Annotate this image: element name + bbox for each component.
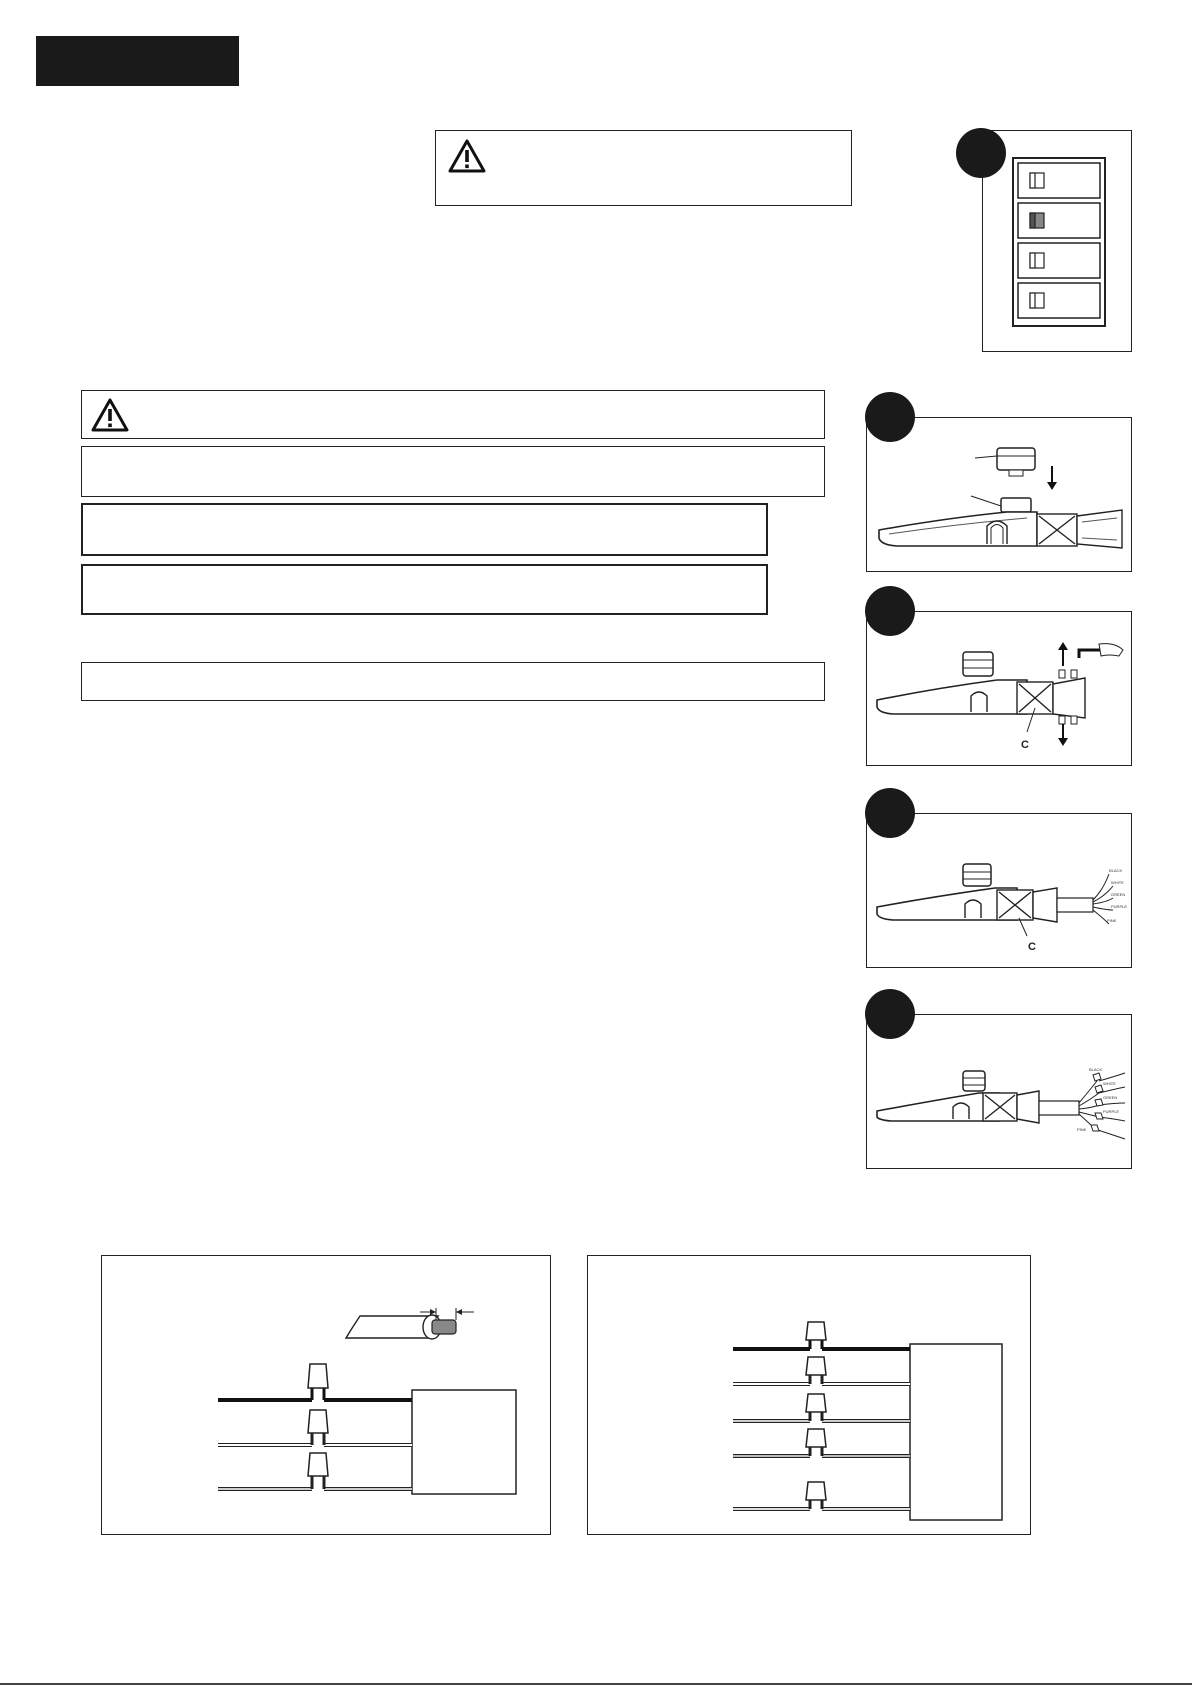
note-box-4 xyxy=(81,662,825,701)
breaker-panel-illustration xyxy=(983,131,1133,353)
fixture-wire-illustration xyxy=(867,814,1133,969)
wire-label-pink: PINK xyxy=(1077,1127,1087,1132)
figure-5-marker xyxy=(865,989,915,1039)
wire-label-purple: PURPLE xyxy=(1111,904,1128,909)
figure-mounting xyxy=(866,611,1132,766)
wiring-diagram-5-wire xyxy=(587,1255,1031,1535)
figure-3-callout: C xyxy=(1021,739,1029,751)
fixture-mounting-illustration xyxy=(867,612,1133,767)
figure-4-marker xyxy=(865,788,915,838)
header-bar xyxy=(36,36,239,86)
note-box-1 xyxy=(81,446,825,497)
wire-label-purple: PURPLE xyxy=(1103,1109,1120,1114)
wiring-diagram-3-wire xyxy=(101,1255,551,1535)
note-box-3 xyxy=(81,564,768,615)
figure-1-marker xyxy=(956,128,1006,178)
warning-icon xyxy=(448,139,486,173)
wire-label-green: GREEN xyxy=(1103,1095,1118,1100)
note-box-2 xyxy=(81,503,768,556)
warning-box-middle xyxy=(81,390,825,439)
figure-wire-feed xyxy=(866,813,1132,968)
figure-3-marker xyxy=(865,586,915,636)
wire-label-white: WHITE xyxy=(1103,1081,1116,1086)
warning-icon xyxy=(91,398,129,432)
figure-photocontrol xyxy=(866,417,1132,572)
wiring-diagram-3-wire-illustration xyxy=(102,1256,552,1536)
fixture-connection-illustration xyxy=(867,1015,1133,1170)
figure-breaker-panel xyxy=(982,130,1132,352)
figure-wire-connection xyxy=(866,1014,1132,1169)
fixture-illustration xyxy=(867,418,1133,573)
wire-label-green: GREEN xyxy=(1111,892,1126,897)
wire-label-white: WHITE xyxy=(1111,880,1124,885)
figure-4-callout: C xyxy=(1028,941,1036,953)
wire-label-black: BLACK xyxy=(1109,868,1123,873)
wire-label-pink: PINK xyxy=(1107,918,1117,923)
wire-label-black: BLACK xyxy=(1089,1067,1103,1072)
warning-box-top xyxy=(435,130,852,206)
figure-2-marker xyxy=(865,392,915,442)
wiring-diagram-5-wire-illustration xyxy=(588,1256,1032,1536)
